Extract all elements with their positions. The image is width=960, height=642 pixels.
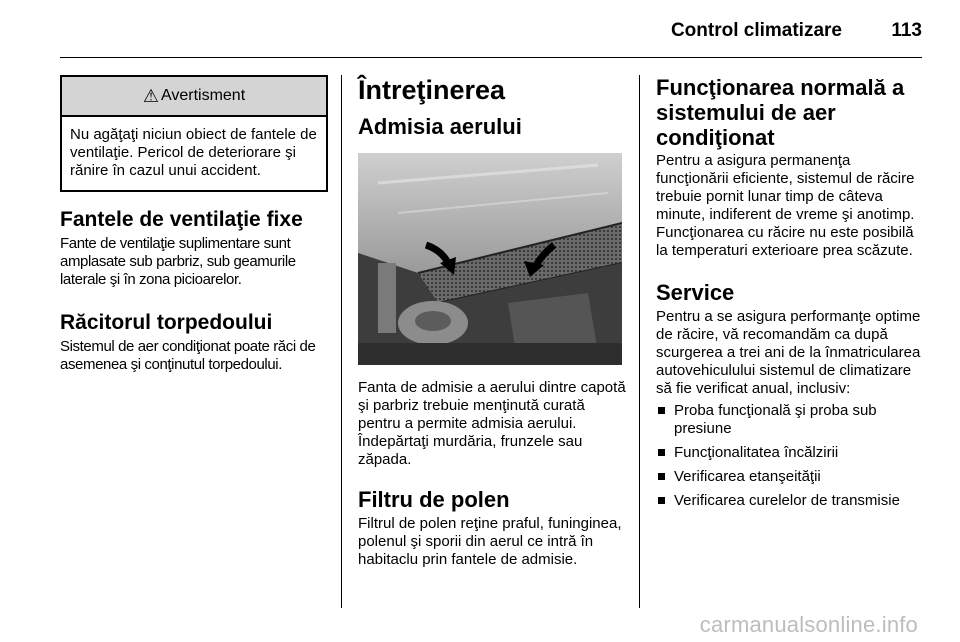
section-title-air-intake: Admisia aerului — [358, 114, 522, 139]
section-title-fixed-vents: Fantele de ventilaţie fixe — [60, 208, 303, 231]
list-item: Funcţionalitatea încălzirii — [656, 444, 924, 462]
warning-header — [62, 77, 326, 117]
column-divider-1 — [341, 75, 342, 608]
section-title-normal-operation: Funcţionarea normală a sistemului de aer condiţionat — [656, 75, 905, 150]
page-header-title: Control climatizare — [670, 20, 842, 41]
column-right — [656, 75, 924, 516]
air-intake-caption: Fanta de admisie a aerului dintre capotă şi parbriz trebuie menţinută curată pentru a permite admisia aerului. Îndepărtaţi murdăria, frunzele sau zăpada. — [358, 379, 626, 468]
watermark: carmanualsonline.info — [699, 612, 918, 637]
section-text-service: Pentru a se asigura performanţe optime de răcire, vă recomandăm ca după scurgerea a trei ani de la înmatricularea autovehiculului sistemul de climatizare să fie verificat anual, inclusiv: — [656, 308, 921, 397]
column-left — [60, 75, 328, 374]
warning-icon: ⚠ — [142, 86, 159, 106]
section-title-service: Service — [656, 280, 735, 305]
service-checklist — [656, 402, 924, 510]
section-title-glovebox-cooler: Răcitorul torpedoului — [60, 311, 273, 334]
section-title-pollen-filter: Filtru de polen — [358, 487, 510, 512]
section-text-fixed-vents: Fante de ventilaţie suplimentare sunt amplasate sub parbriz, sub geamurile laterale şi în zona picioarelor. — [60, 235, 296, 288]
warning-box — [60, 75, 328, 192]
chapter-title-maintenance: Întreţinerea — [358, 75, 506, 105]
engine-bay-illustration — [358, 153, 622, 365]
page-number: 113 — [891, 20, 922, 41]
list-item: Verificarea etanşeităţii — [656, 468, 924, 486]
section-text-pollen-filter: Filtrul de polen reţine praful, funinginea, polenul şi sporii din aerul ce intră în habitaclu prin fantele de admisie. — [358, 515, 622, 568]
column-middle — [358, 75, 626, 569]
air-intake-photo — [358, 153, 622, 365]
header-divider — [60, 57, 922, 58]
column-divider-2 — [639, 75, 640, 608]
list-item: Verificarea curelelor de transmisie — [656, 492, 924, 510]
warning-text: Nu agăţaţi niciun obiect de fantele de ventilaţie. Pericol de deteriorare şi rănire în cazul unui accident. — [70, 126, 317, 179]
section-text-glovebox-cooler: Sistemul de aer condiţionat poate răci de asemenea şi conţinutul torpedoului. — [60, 338, 316, 373]
warning-title: Avertisment — [160, 87, 246, 104]
list-item: Proba funcţională şi proba sub presiune — [656, 402, 924, 438]
section-text-normal-operation: Pentru a asigura permanenţa funcţionării eficiente, sistemul de răcire trebuie pornit lunar timp de câteva minute, indiferent de vreme şi anotimp. Funcţionarea cu răcire nu este posibilă la temperaturi exterioare prea scăzute. — [656, 152, 915, 259]
